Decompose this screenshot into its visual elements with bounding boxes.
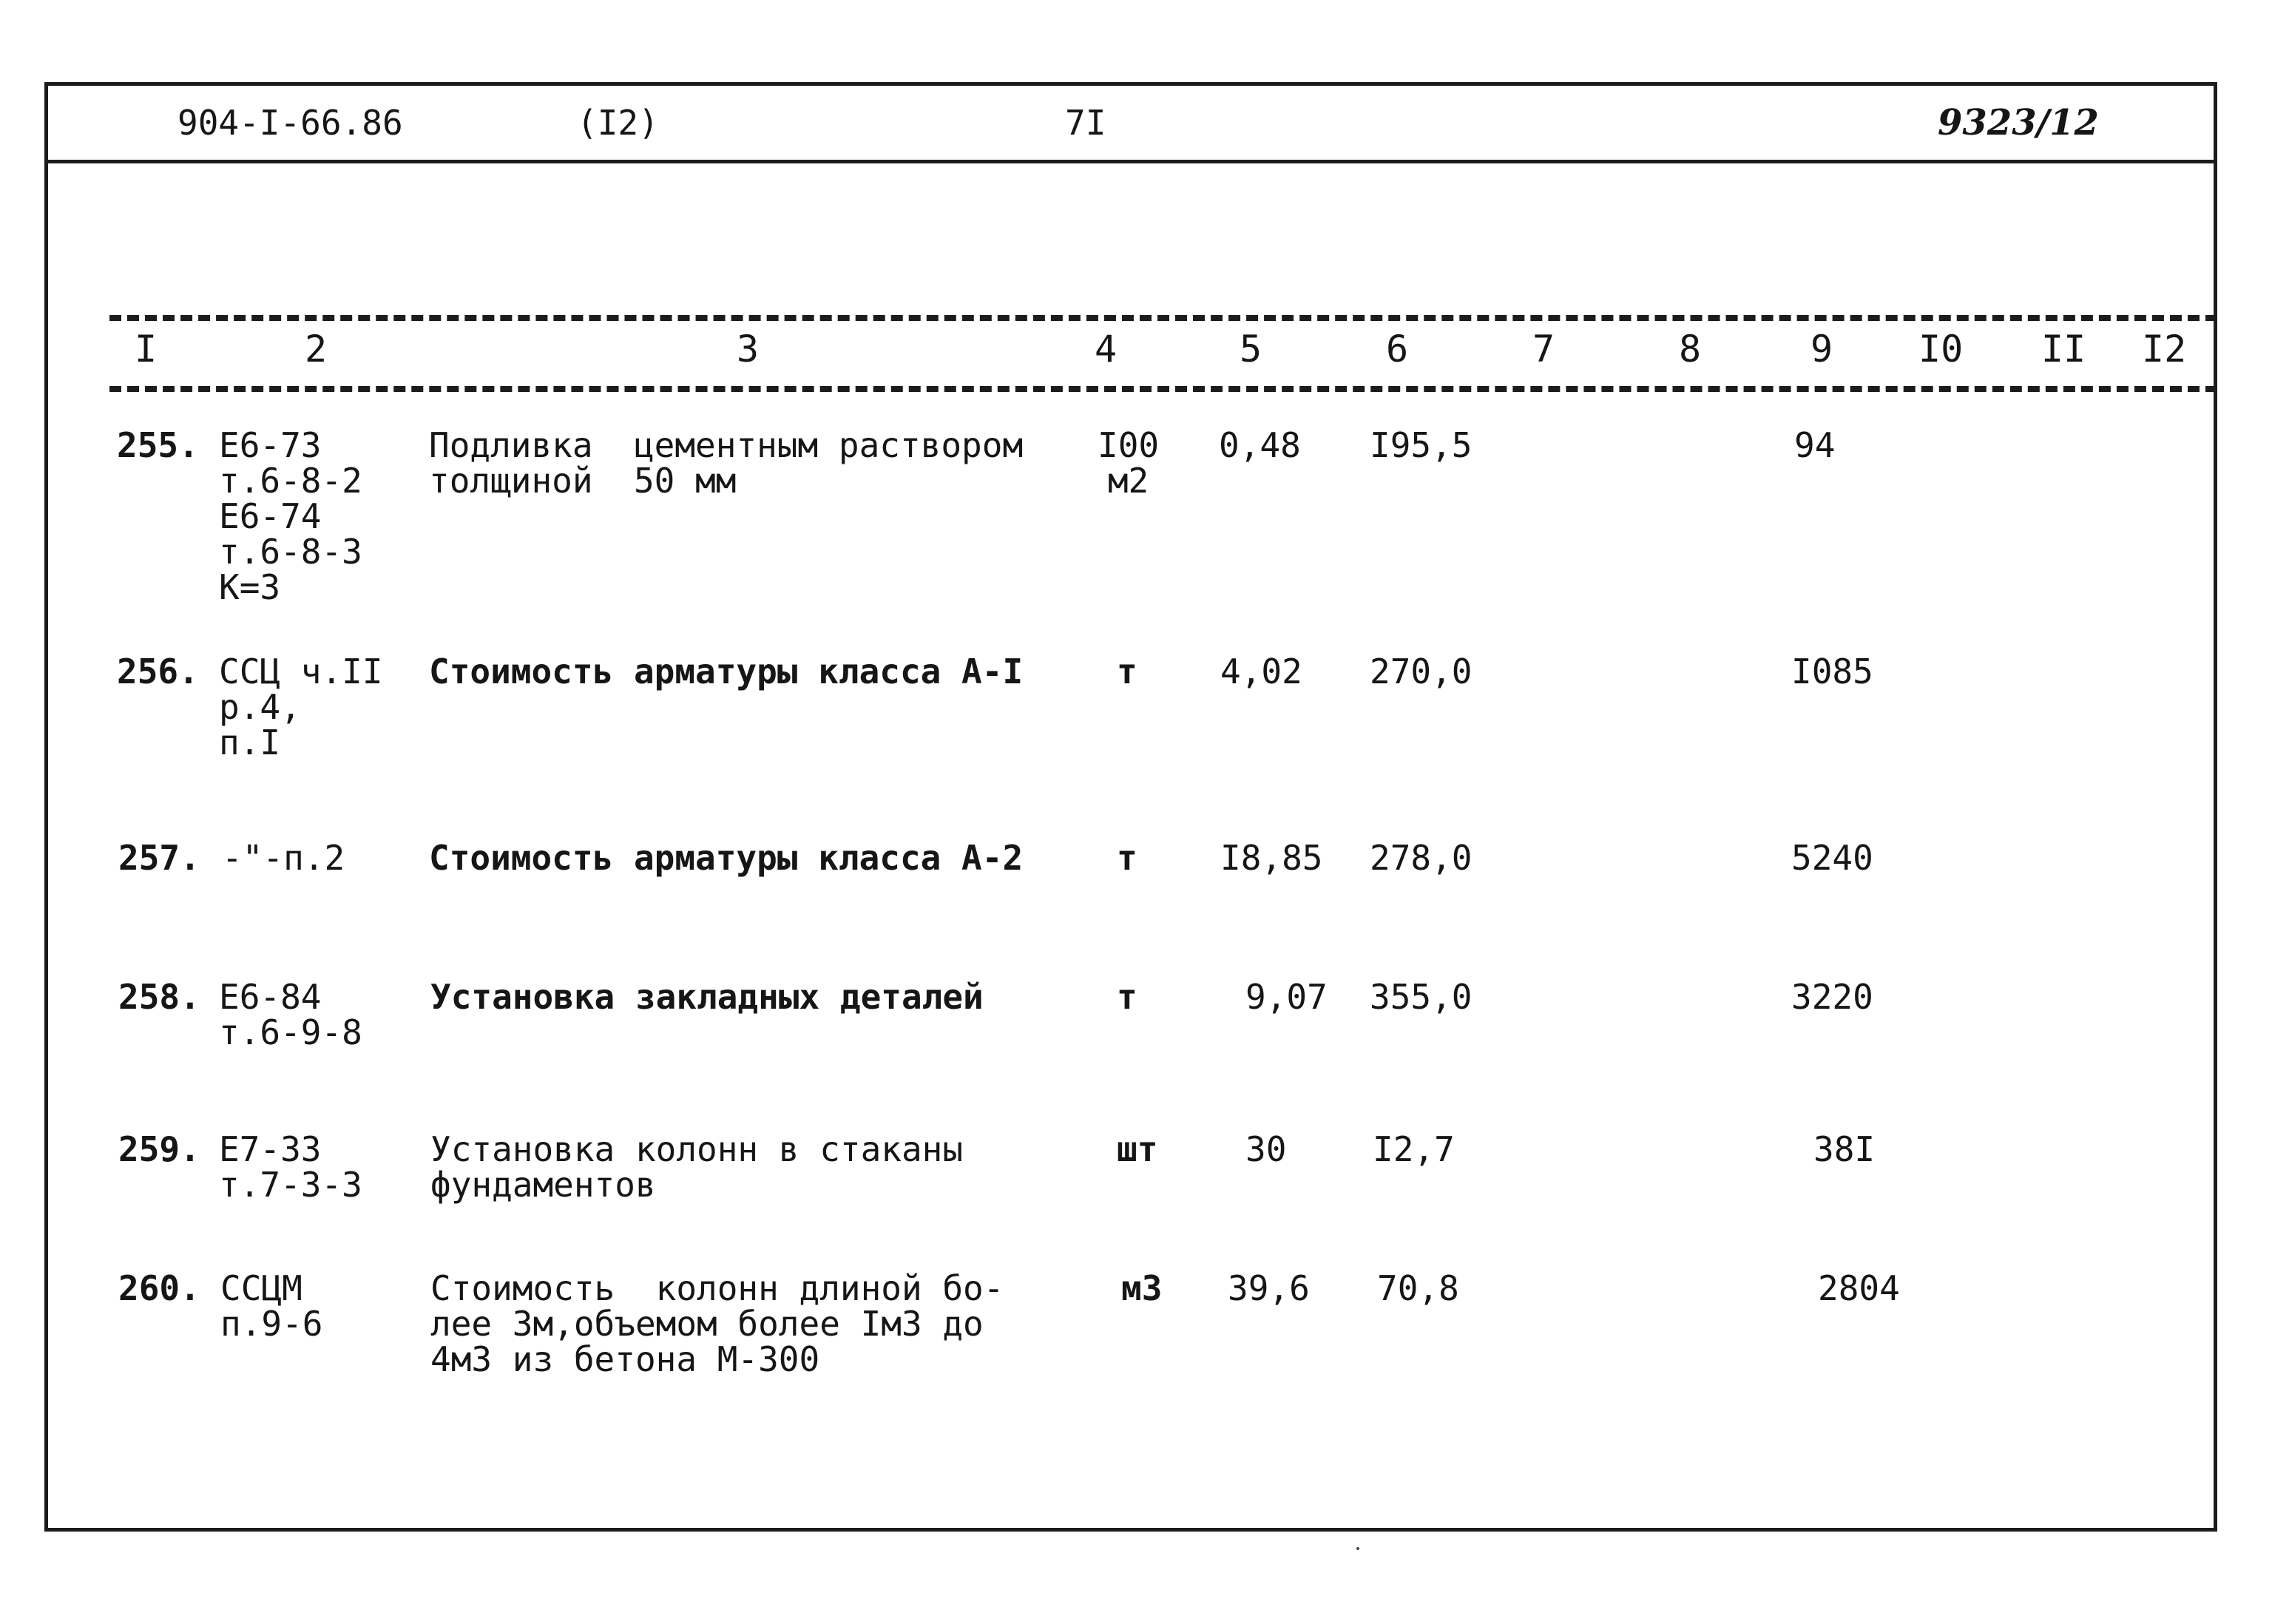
column-number: 7 xyxy=(1532,328,1555,371)
row-number: 256. xyxy=(117,652,199,691)
column-header-top-rule xyxy=(109,315,2217,321)
row-total: 5240 xyxy=(1791,838,1873,878)
row-number: 258. xyxy=(118,977,200,1017)
row-total: 38I xyxy=(1813,1129,1876,1169)
row-basis: -"-п.2 xyxy=(222,838,345,878)
row-description: Стоимость колонн длиной бо- лее 3м,объемом более Iм3 до 4м3 из бетона М-300 xyxy=(430,1268,1004,1379)
column-number: II xyxy=(2041,328,2086,371)
row-quantity: 9,07 xyxy=(1245,977,1328,1017)
column-number: 9 xyxy=(1810,328,1833,371)
row-description: Подливка цементным раствором толщиной 50 мм xyxy=(429,425,1024,501)
row-quantity: 30 xyxy=(1245,1129,1287,1169)
column-number: I xyxy=(135,328,158,371)
row-unit: м3 xyxy=(1121,1268,1163,1308)
row-unit-price: I95,5 xyxy=(1370,425,1473,465)
column-number: 8 xyxy=(1679,328,1702,371)
row-unit-price: 70,8 xyxy=(1377,1268,1459,1308)
row-unit: шт xyxy=(1117,1129,1158,1169)
row-description: Стоимость арматуры класса А-2 xyxy=(429,838,1024,878)
row-unit-price: 355,0 xyxy=(1370,977,1473,1017)
column-number: 4 xyxy=(1095,328,1118,371)
row-total: 2804 xyxy=(1818,1268,1900,1308)
row-unit-price: 278,0 xyxy=(1370,838,1473,878)
column-number: 3 xyxy=(737,328,760,371)
row-unit: т xyxy=(1117,838,1137,878)
row-total: 3220 xyxy=(1791,977,1873,1017)
row-total: I085 xyxy=(1791,652,1873,691)
header-divider xyxy=(47,160,2217,163)
row-basis: Е6-73 т.6-8-2 Е6-74 т.6-8-3 К=3 xyxy=(219,425,362,607)
row-quantity: 4,02 xyxy=(1220,652,1302,691)
row-quantity: 0,48 xyxy=(1219,425,1301,465)
row-description: Стоимость арматуры класса А-I xyxy=(429,652,1024,691)
row-total: 94 xyxy=(1794,425,1836,465)
row-number: 260. xyxy=(118,1268,200,1308)
row-unit-price: 270,0 xyxy=(1370,652,1473,691)
column-number: 6 xyxy=(1386,328,1409,371)
row-number: 255. xyxy=(117,425,199,465)
row-number: 257. xyxy=(118,838,200,878)
row-basis: Е6-84 т.6-9-8 xyxy=(219,977,362,1052)
row-quantity: 39,6 xyxy=(1228,1268,1310,1308)
column-number: I0 xyxy=(1918,328,1964,371)
row-description: Установка колонн в стаканы фундаментов xyxy=(430,1129,964,1205)
sheet-count: (I2) xyxy=(577,103,659,143)
row-quantity: I8,85 xyxy=(1220,838,1323,878)
column-number: I2 xyxy=(2142,328,2187,371)
row-unit: I00 м2 xyxy=(1098,425,1160,501)
page-frame xyxy=(44,82,2217,1532)
column-number: 2 xyxy=(305,328,328,371)
row-number: 259. xyxy=(118,1129,200,1169)
row-basis: ССЦ ч.II р.4, п.I xyxy=(219,652,383,762)
column-header-bottom-rule xyxy=(109,386,2217,392)
scan-speck xyxy=(1356,1547,1359,1550)
row-basis: ССЦМ п.9-6 xyxy=(220,1268,323,1344)
row-unit-price: I2,7 xyxy=(1373,1129,1455,1169)
page-number: 7I xyxy=(1065,103,1106,143)
row-unit: т xyxy=(1117,652,1137,691)
row-description: Установка закладных деталей xyxy=(430,977,984,1017)
inventory-number: 9323/12 xyxy=(1938,102,2099,143)
document-code: 904-I-66.86 xyxy=(178,103,403,143)
row-basis: Е7-33 т.7-3-3 xyxy=(219,1129,362,1205)
column-number: 5 xyxy=(1240,328,1262,371)
row-unit: т xyxy=(1117,977,1137,1017)
